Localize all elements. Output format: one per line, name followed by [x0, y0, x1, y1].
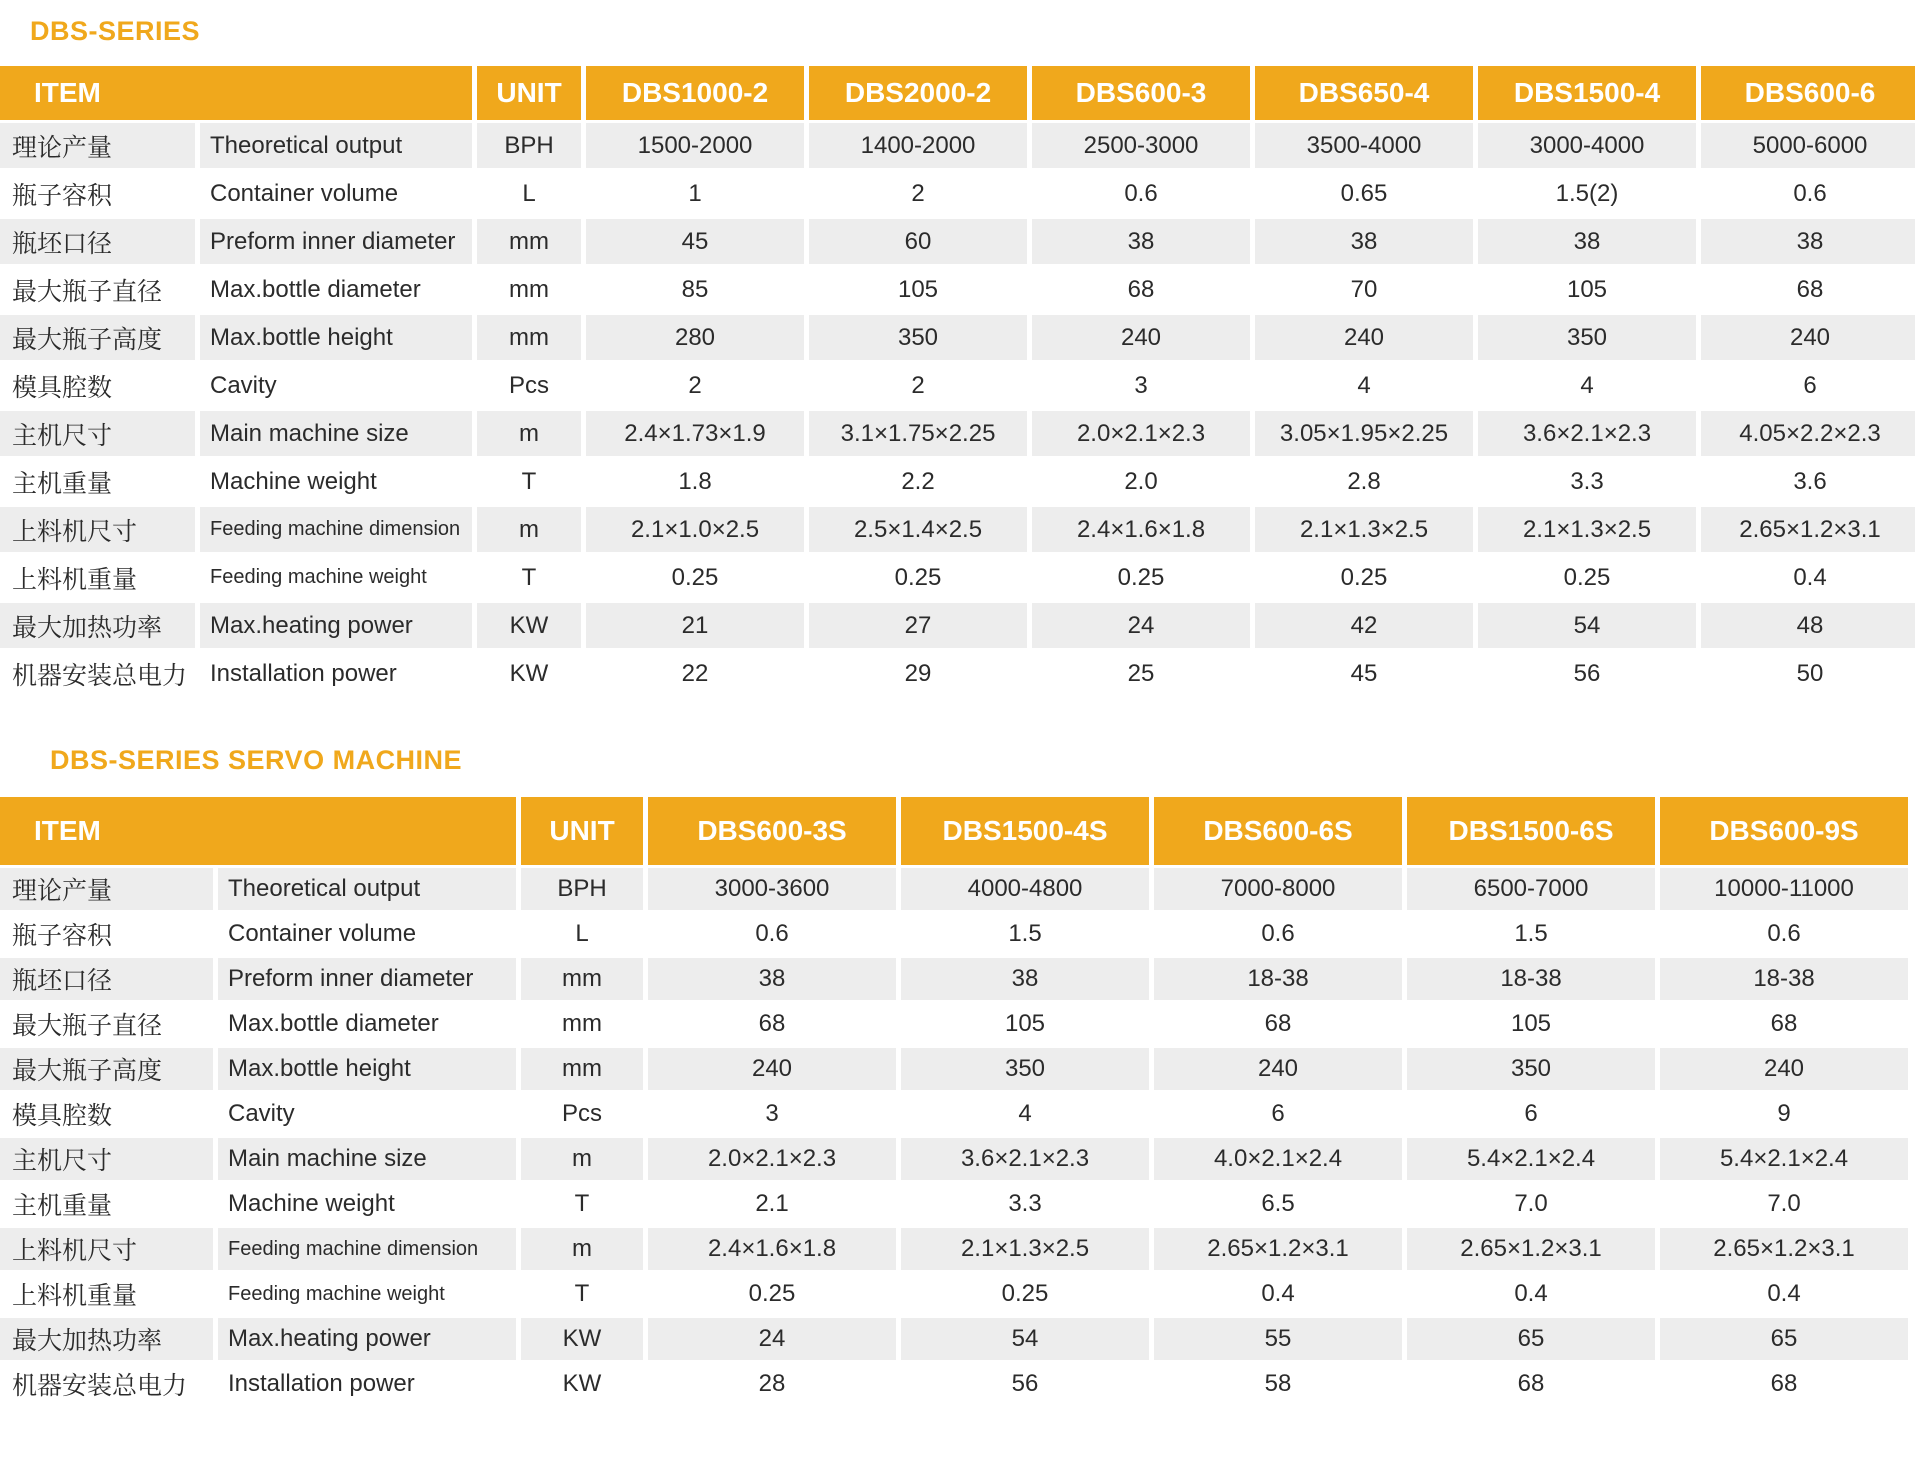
item-label-en: Preform inner diameter: [218, 958, 516, 1000]
table-row: [0, 1363, 1908, 1405]
column-header-unit: UNIT: [477, 66, 581, 120]
value-cell: 6: [1701, 363, 1915, 408]
value-cell: 350: [901, 1048, 1149, 1090]
unit-cell: mm: [477, 219, 581, 264]
value-cell: 4: [901, 1093, 1149, 1135]
table-row: [0, 1273, 1908, 1315]
value-cell: 3.05×1.95×2.25: [1255, 411, 1473, 456]
unit-cell: mm: [477, 315, 581, 360]
value-cell: 2.4×1.73×1.9: [586, 411, 804, 456]
value-cell: 0.25: [586, 555, 804, 600]
table-row: [0, 958, 1908, 1000]
value-cell: 68: [648, 1003, 896, 1045]
table-row: [0, 315, 1915, 360]
value-cell: 1.5: [901, 913, 1149, 955]
value-cell: 2.4×1.6×1.8: [648, 1228, 896, 1270]
table-row: [0, 363, 1915, 408]
column-header-model: DBS650-4: [1255, 66, 1473, 120]
value-cell: 4.05×2.2×2.3: [1701, 411, 1915, 456]
value-cell: 240: [648, 1048, 896, 1090]
column-header-model: DBS600-9S: [1660, 797, 1908, 865]
item-label-en: Theoretical output: [218, 868, 516, 910]
value-cell: 68: [1154, 1003, 1402, 1045]
table-row: [0, 1003, 1908, 1045]
item-label-zh: 主机尺寸: [0, 411, 195, 456]
value-cell: 0.4: [1154, 1273, 1402, 1315]
value-cell: 54: [1478, 603, 1696, 648]
table-row: [0, 1183, 1908, 1225]
item-label-zh: 瓶坯口径: [0, 958, 213, 1000]
value-cell: 2.8: [1255, 459, 1473, 504]
value-cell: 3.3: [1478, 459, 1696, 504]
item-label-en: Max.bottle height: [200, 315, 472, 360]
value-cell: 1.5: [1407, 913, 1655, 955]
item-label-en: Cavity: [218, 1093, 516, 1135]
unit-cell: T: [477, 459, 581, 504]
value-cell: 2.5×1.4×2.5: [809, 507, 1027, 552]
unit-cell: mm: [521, 1003, 643, 1045]
item-label-en: Container volume: [218, 913, 516, 955]
column-header-model: DBS1500-4S: [901, 797, 1149, 865]
value-cell: 7000-8000: [1154, 868, 1402, 910]
table-row: [0, 651, 1915, 696]
column-header-model: DBS600-6S: [1154, 797, 1402, 865]
column-header-unit: UNIT: [521, 797, 643, 865]
unit-cell: m: [521, 1138, 643, 1180]
section-title-dbs-series-servo: DBS-SERIES SERVO MACHINE: [50, 745, 463, 775]
column-header-model: DBS1500-6S: [1407, 797, 1655, 865]
value-cell: 4: [1478, 363, 1696, 408]
value-cell: 50: [1701, 651, 1915, 696]
unit-cell: BPH: [477, 123, 581, 168]
value-cell: 2: [586, 363, 804, 408]
value-cell: 24: [1032, 603, 1250, 648]
value-cell: 68: [1660, 1003, 1908, 1045]
value-cell: 3.1×1.75×2.25: [809, 411, 1027, 456]
column-header-model: DBS600-6: [1701, 66, 1915, 120]
value-cell: 3.6: [1701, 459, 1915, 504]
value-cell: 2.0×2.1×2.3: [1032, 411, 1250, 456]
value-cell: 0.6: [1660, 913, 1908, 955]
item-label-en: Theoretical output: [200, 123, 472, 168]
value-cell: 1400-2000: [809, 123, 1027, 168]
value-cell: 0.25: [1032, 555, 1250, 600]
item-label-zh: 最大瓶子高度: [0, 1048, 213, 1090]
value-cell: 0.65: [1255, 171, 1473, 216]
value-cell: 3.6×2.1×2.3: [901, 1138, 1149, 1180]
value-cell: 350: [1478, 315, 1696, 360]
value-cell: 38: [1255, 219, 1473, 264]
table-row: [0, 123, 1915, 168]
column-header-model: DBS1000-2: [586, 66, 804, 120]
item-label-zh: 上料机尺寸: [0, 507, 195, 552]
value-cell: 3000-4000: [1478, 123, 1696, 168]
table-row: [0, 507, 1915, 552]
value-cell: 3: [648, 1093, 896, 1135]
value-cell: 60: [809, 219, 1027, 264]
value-cell: 105: [1478, 267, 1696, 312]
value-cell: 68: [1407, 1363, 1655, 1405]
value-cell: 45: [1255, 651, 1473, 696]
table-row: [0, 1228, 1908, 1270]
item-label-en: Max.bottle diameter: [218, 1003, 516, 1045]
value-cell: 18-38: [1407, 958, 1655, 1000]
item-label-en: Machine weight: [200, 459, 472, 504]
value-cell: 105: [901, 1003, 1149, 1045]
item-label-en: Installation power: [218, 1363, 516, 1405]
item-label-zh: 主机尺寸: [0, 1138, 213, 1180]
item-label-zh: 瓶子容积: [0, 171, 195, 216]
table-row: [0, 1318, 1908, 1360]
table-row: [0, 1138, 1908, 1180]
value-cell: 0.4: [1701, 555, 1915, 600]
value-cell: 2.1: [648, 1183, 896, 1225]
value-cell: 10000-11000: [1660, 868, 1908, 910]
value-cell: 2.0×2.1×2.3: [648, 1138, 896, 1180]
value-cell: 2.65×1.2×3.1: [1407, 1228, 1655, 1270]
value-cell: 24: [648, 1318, 896, 1360]
value-cell: 5000-6000: [1701, 123, 1915, 168]
unit-cell: m: [477, 411, 581, 456]
table-row: [0, 267, 1915, 312]
table-row: [0, 555, 1915, 600]
value-cell: 25: [1032, 651, 1250, 696]
value-cell: 42: [1255, 603, 1473, 648]
value-cell: 2: [809, 363, 1027, 408]
value-cell: 55: [1154, 1318, 1402, 1360]
unit-cell: T: [521, 1183, 643, 1225]
unit-cell: m: [477, 507, 581, 552]
column-header-model: DBS600-3S: [648, 797, 896, 865]
item-label-zh: 模具腔数: [0, 363, 195, 408]
unit-cell: T: [521, 1273, 643, 1315]
value-cell: 6.5: [1154, 1183, 1402, 1225]
table-row: [0, 459, 1915, 504]
value-cell: 2.2: [809, 459, 1027, 504]
value-cell: 240: [1255, 315, 1473, 360]
item-label-en: Max.heating power: [218, 1318, 516, 1360]
value-cell: 240: [1701, 315, 1915, 360]
value-cell: 68: [1660, 1363, 1908, 1405]
table-row: [0, 1048, 1908, 1090]
item-label-zh: 瓶子容积: [0, 913, 213, 955]
unit-cell: mm: [521, 958, 643, 1000]
table-row: [0, 868, 1908, 910]
value-cell: 3: [1032, 363, 1250, 408]
value-cell: 6: [1407, 1093, 1655, 1135]
value-cell: 2.4×1.6×1.8: [1032, 507, 1250, 552]
value-cell: 22: [586, 651, 804, 696]
value-cell: 54: [901, 1318, 1149, 1360]
value-cell: 38: [648, 958, 896, 1000]
item-label-zh: 主机重量: [0, 1183, 213, 1225]
value-cell: 1: [586, 171, 804, 216]
item-label-en: Feeding machine dimension: [200, 507, 472, 552]
value-cell: 65: [1407, 1318, 1655, 1360]
value-cell: 2500-3000: [1032, 123, 1250, 168]
value-cell: 5.4×2.1×2.4: [1407, 1138, 1655, 1180]
item-label-zh: 机器安装总电力: [0, 651, 195, 696]
value-cell: 21: [586, 603, 804, 648]
table-row: [0, 411, 1915, 456]
column-header-item: ITEM: [0, 797, 516, 865]
value-cell: 0.25: [809, 555, 1027, 600]
value-cell: 85: [586, 267, 804, 312]
value-cell: 0.6: [1701, 171, 1915, 216]
value-cell: 70: [1255, 267, 1473, 312]
value-cell: 5.4×2.1×2.4: [1660, 1138, 1908, 1180]
table-header-row: [0, 66, 1915, 120]
item-label-en: Max.bottle height: [218, 1048, 516, 1090]
value-cell: 38: [1478, 219, 1696, 264]
unit-cell: L: [477, 171, 581, 216]
value-cell: 3500-4000: [1255, 123, 1473, 168]
item-label-en: Feeding machine weight: [218, 1273, 516, 1315]
value-cell: 0.25: [648, 1273, 896, 1315]
table-row: [0, 1093, 1908, 1135]
item-label-en: Installation power: [200, 651, 472, 696]
unit-cell: KW: [521, 1318, 643, 1360]
unit-cell: T: [477, 555, 581, 600]
item-label-en: Feeding machine dimension: [218, 1228, 516, 1270]
value-cell: 45: [586, 219, 804, 264]
value-cell: 4000-4800: [901, 868, 1149, 910]
value-cell: 280: [586, 315, 804, 360]
value-cell: 68: [1032, 267, 1250, 312]
item-label-zh: 最大瓶子高度: [0, 315, 195, 360]
value-cell: 3.6×2.1×2.3: [1478, 411, 1696, 456]
value-cell: 2.0: [1032, 459, 1250, 504]
item-label-zh: 机器安装总电力: [0, 1363, 213, 1405]
value-cell: 240: [1660, 1048, 1908, 1090]
unit-cell: KW: [477, 651, 581, 696]
value-cell: 2.1×1.0×2.5: [586, 507, 804, 552]
unit-cell: L: [521, 913, 643, 955]
table-row: [0, 219, 1915, 264]
value-cell: 28: [648, 1363, 896, 1405]
item-label-zh: 理论产量: [0, 123, 195, 168]
unit-cell: BPH: [521, 868, 643, 910]
value-cell: 38: [1032, 219, 1250, 264]
value-cell: 7.0: [1660, 1183, 1908, 1225]
table-row: [0, 913, 1908, 955]
column-header-model: DBS1500-4: [1478, 66, 1696, 120]
unit-cell: Pcs: [477, 363, 581, 408]
item-label-zh: 上料机重量: [0, 1273, 213, 1315]
item-label-en: Feeding machine weight: [200, 555, 472, 600]
value-cell: 105: [809, 267, 1027, 312]
table-row: [0, 171, 1915, 216]
item-label-en: Main machine size: [200, 411, 472, 456]
table-row: [0, 603, 1915, 648]
item-label-zh: 最大加热功率: [0, 603, 195, 648]
value-cell: 0.25: [901, 1273, 1149, 1315]
table-header-row: [0, 797, 1908, 865]
unit-cell: KW: [521, 1363, 643, 1405]
value-cell: 1.8: [586, 459, 804, 504]
item-label-zh: 上料机尺寸: [0, 1228, 213, 1270]
value-cell: 0.25: [1478, 555, 1696, 600]
item-label-zh: 最大瓶子直径: [0, 267, 195, 312]
value-cell: 0.4: [1660, 1273, 1908, 1315]
value-cell: 3000-3600: [648, 868, 896, 910]
value-cell: 240: [1032, 315, 1250, 360]
item-label-zh: 最大加热功率: [0, 1318, 213, 1360]
spec-table-2: [0, 794, 1913, 1408]
value-cell: 18-38: [1154, 958, 1402, 1000]
value-cell: 9: [1660, 1093, 1908, 1135]
value-cell: 2.65×1.2×3.1: [1660, 1228, 1908, 1270]
value-cell: 27: [809, 603, 1027, 648]
value-cell: 48: [1701, 603, 1915, 648]
unit-cell: m: [521, 1228, 643, 1270]
item-label-zh: 上料机重量: [0, 555, 195, 600]
value-cell: 3.3: [901, 1183, 1149, 1225]
item-label-en: Container volume: [200, 171, 472, 216]
value-cell: 18-38: [1660, 958, 1908, 1000]
value-cell: 38: [1701, 219, 1915, 264]
value-cell: 7.0: [1407, 1183, 1655, 1225]
item-label-zh: 模具腔数: [0, 1093, 213, 1135]
spec-table-1: [0, 63, 1915, 699]
column-header-model: DBS600-3: [1032, 66, 1250, 120]
unit-cell: mm: [477, 267, 581, 312]
value-cell: 2.1×1.3×2.5: [1255, 507, 1473, 552]
value-cell: 2: [809, 171, 1027, 216]
value-cell: 2.65×1.2×3.1: [1701, 507, 1915, 552]
item-label-zh: 瓶坯口径: [0, 219, 195, 264]
column-header-item: ITEM: [0, 66, 472, 120]
item-label-en: Cavity: [200, 363, 472, 408]
value-cell: 0.6: [1032, 171, 1250, 216]
value-cell: 65: [1660, 1318, 1908, 1360]
value-cell: 0.6: [1154, 913, 1402, 955]
item-label-zh: 主机重量: [0, 459, 195, 504]
unit-cell: Pcs: [521, 1093, 643, 1135]
item-label-en: Max.bottle diameter: [200, 267, 472, 312]
value-cell: 56: [901, 1363, 1149, 1405]
value-cell: 1500-2000: [586, 123, 804, 168]
column-header-model: DBS2000-2: [809, 66, 1027, 120]
value-cell: 0.25: [1255, 555, 1473, 600]
value-cell: 105: [1407, 1003, 1655, 1045]
unit-cell: mm: [521, 1048, 643, 1090]
item-label-zh: 最大瓶子直径: [0, 1003, 213, 1045]
value-cell: 350: [809, 315, 1027, 360]
unit-cell: KW: [477, 603, 581, 648]
item-label-en: Main machine size: [218, 1138, 516, 1180]
section-title-dbs-series: DBS-SERIES: [30, 16, 201, 46]
item-label-en: Preform inner diameter: [200, 219, 472, 264]
value-cell: 58: [1154, 1363, 1402, 1405]
value-cell: 350: [1407, 1048, 1655, 1090]
value-cell: 2.65×1.2×3.1: [1154, 1228, 1402, 1270]
value-cell: 0.4: [1407, 1273, 1655, 1315]
value-cell: 6500-7000: [1407, 868, 1655, 910]
item-label-zh: 理论产量: [0, 868, 213, 910]
value-cell: 6: [1154, 1093, 1402, 1135]
value-cell: 29: [809, 651, 1027, 696]
item-label-en: Max.heating power: [200, 603, 472, 648]
item-label-en: Machine weight: [218, 1183, 516, 1225]
value-cell: 38: [901, 958, 1149, 1000]
value-cell: 68: [1701, 267, 1915, 312]
value-cell: 0.6: [648, 913, 896, 955]
value-cell: 56: [1478, 651, 1696, 696]
value-cell: 4: [1255, 363, 1473, 408]
value-cell: 240: [1154, 1048, 1402, 1090]
value-cell: 4.0×2.1×2.4: [1154, 1138, 1402, 1180]
value-cell: 2.1×1.3×2.5: [901, 1228, 1149, 1270]
value-cell: 2.1×1.3×2.5: [1478, 507, 1696, 552]
value-cell: 1.5(2): [1478, 171, 1696, 216]
